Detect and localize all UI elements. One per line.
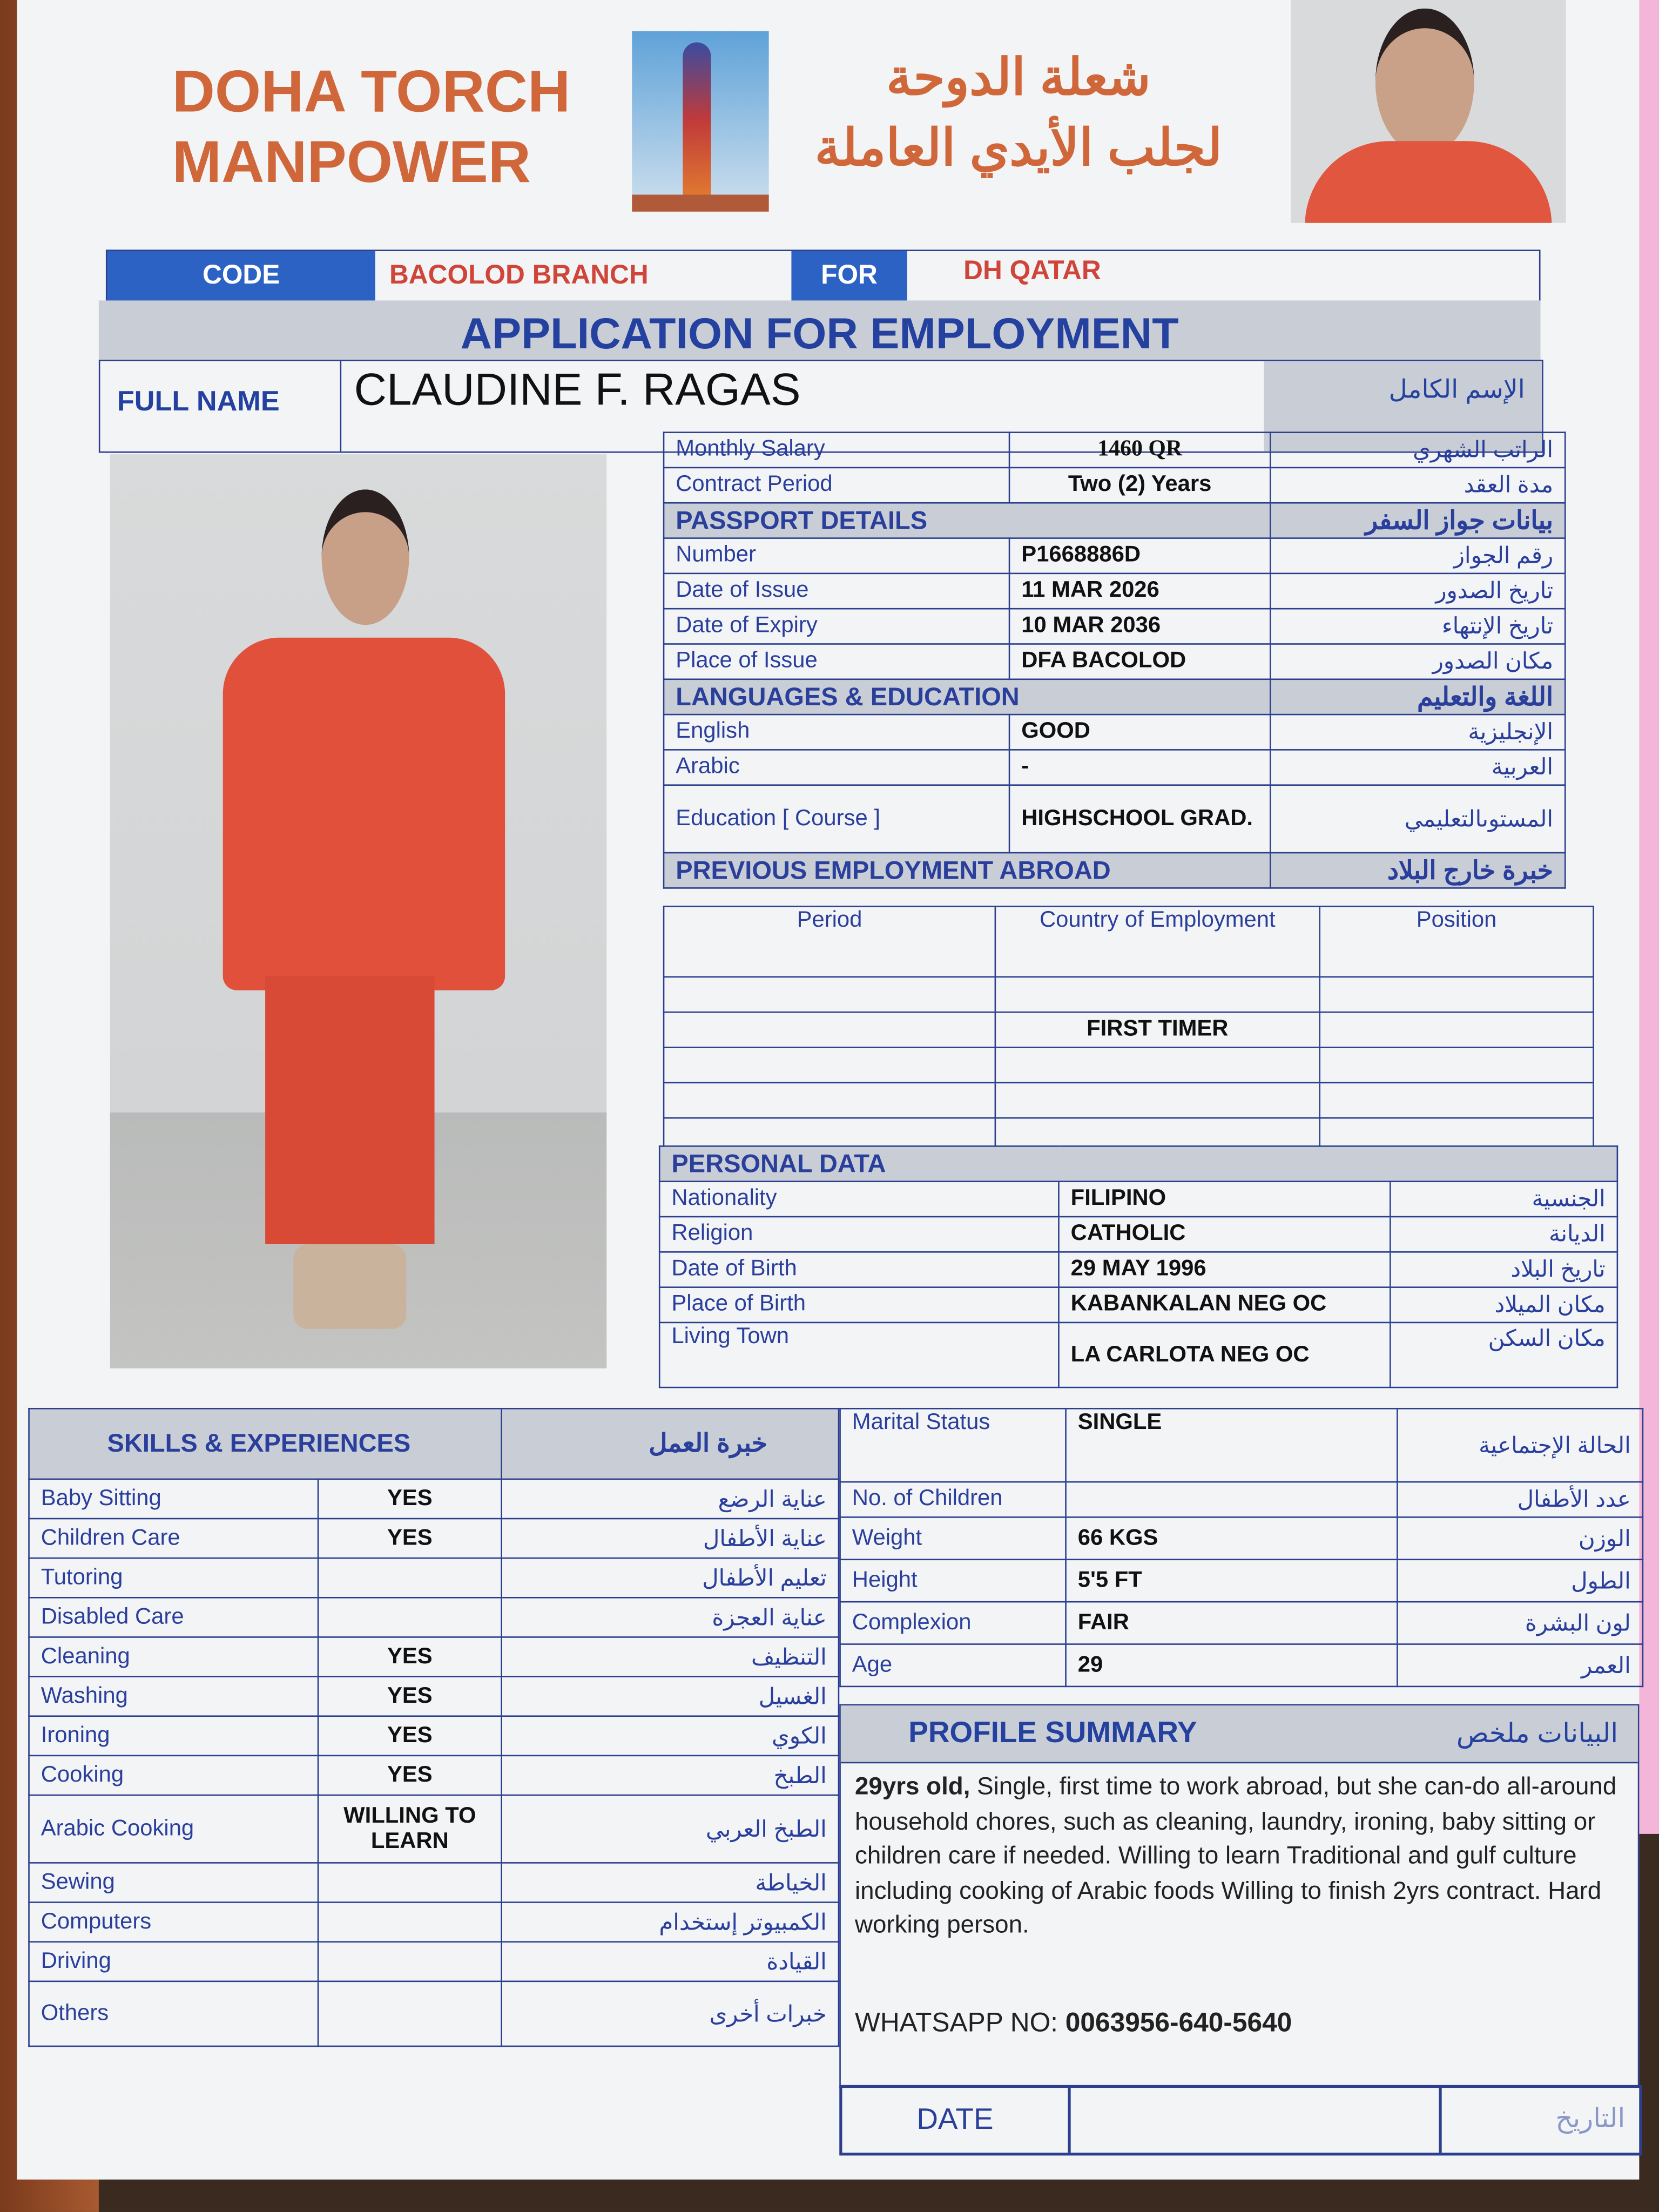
whatsapp-number: 0063956-640-5640	[1065, 2008, 1292, 2039]
skill-row	[29, 1637, 839, 1676]
table-row	[840, 1602, 1643, 1644]
col-country: Country of Employment	[995, 906, 1320, 977]
code-row	[106, 249, 1541, 303]
field-arabic: مكان الصدور	[1270, 644, 1565, 679]
skill-label: Others	[29, 1981, 319, 2046]
field-arabic: عدد الأطفال	[1397, 1482, 1643, 1517]
weight-value: 66 KGS	[1066, 1517, 1398, 1559]
field-arabic: لون البشرة	[1397, 1602, 1643, 1644]
full-name-value: CLAUDINE F. RAGAS	[354, 363, 801, 415]
table-row	[664, 1012, 1593, 1047]
skill-value	[318, 1558, 502, 1597]
nationality-value: FILIPINO	[1058, 1182, 1390, 1217]
table-row	[664, 1083, 1593, 1118]
table-row	[659, 1182, 1617, 1217]
whatsapp-line	[855, 2009, 1292, 2040]
arabic-line-1: شعلة الدوحة	[886, 48, 1151, 106]
english-value: GOOD	[1009, 714, 1270, 750]
skill-label: Washing	[29, 1677, 319, 1716]
field-arabic: تاريخ الإنتهاء	[1270, 609, 1565, 644]
date-of-birth-value: 29 MAY 1996	[1058, 1252, 1390, 1287]
field-arabic: الديانة	[1390, 1217, 1617, 1252]
code-value: BACOLOD BRANCH	[389, 261, 649, 291]
arabic-value: -	[1009, 750, 1270, 785]
skills-arabic: خبرة العمل	[502, 1408, 839, 1479]
field-arabic: الجنسية	[1390, 1182, 1617, 1217]
skill-value	[318, 1597, 502, 1637]
table-row	[664, 468, 1565, 503]
date-of-issue-value: 11 MAR 2026	[1009, 574, 1270, 609]
arabic-company-name	[807, 42, 1230, 183]
field-arabic: رقم الجواز	[1270, 538, 1565, 574]
table-header-row	[664, 906, 1593, 977]
table-row	[840, 1644, 1643, 1687]
skill-label: Baby Sitting	[29, 1479, 319, 1519]
table-row	[840, 1560, 1643, 1602]
monthly-salary-value: 1460 QR	[1009, 433, 1270, 468]
company-logo-text	[172, 56, 571, 197]
field-label: Date of Birth	[659, 1252, 1058, 1287]
skill-label: Children Care	[29, 1519, 319, 1558]
skill-arabic: التنظيف	[502, 1637, 839, 1676]
field-arabic: الحالة الإجتماعية	[1397, 1408, 1643, 1482]
date-label: DATE	[842, 2088, 1070, 2153]
children-value	[1066, 1482, 1398, 1517]
skill-label: Disabled Care	[29, 1597, 319, 1637]
field-arabic: مكان السكن	[1390, 1323, 1617, 1387]
skill-value	[318, 1903, 502, 1942]
complexion-value: FAIR	[1066, 1602, 1398, 1644]
skill-row	[29, 1479, 839, 1519]
skill-arabic: الكوي	[502, 1716, 839, 1756]
field-arabic: تاريخ البلاد	[1390, 1252, 1617, 1287]
field-label: Age	[840, 1644, 1066, 1687]
field-arabic: الراتب الشهري	[1270, 433, 1565, 468]
personal-data-table-2	[839, 1408, 1643, 1687]
skill-row	[29, 1519, 839, 1558]
field-arabic: العمر	[1397, 1644, 1643, 1687]
table-row	[664, 1048, 1593, 1083]
section-header	[664, 679, 1565, 714]
skill-arabic: الطبخ العربي	[502, 1795, 839, 1863]
field-label: Place of Birth	[659, 1287, 1058, 1323]
skill-row	[29, 1981, 839, 2046]
date-arabic: التاريخ	[1555, 2105, 1626, 2135]
skill-arabic: الطبخ	[502, 1756, 839, 1795]
table-row	[840, 1482, 1643, 1517]
skill-row	[29, 1863, 839, 1902]
skill-arabic: الخياطة	[502, 1863, 839, 1902]
skill-row	[29, 1903, 839, 1942]
skill-arabic: تعليم الأطفال	[502, 1558, 839, 1597]
profile-summary-box	[839, 1704, 1639, 2088]
table-row	[664, 750, 1565, 785]
contract-period-value: Two (2) Years	[1009, 468, 1270, 503]
education-value: HIGHSCHOOL GRAD.	[1009, 785, 1270, 853]
table-row	[659, 1252, 1617, 1287]
col-period: Period	[664, 906, 995, 977]
skill-value	[318, 1942, 502, 1981]
religion-value: CATHOLIC	[1058, 1217, 1390, 1252]
section-header	[659, 1146, 1617, 1181]
marital-status-value: SINGLE	[1066, 1408, 1398, 1482]
table-row	[664, 433, 1565, 468]
languages-title: LANGUAGES & EDUCATION	[664, 679, 1270, 714]
skill-row	[29, 1942, 839, 1981]
full-name-label: FULL NAME	[117, 386, 280, 418]
skill-value: YES	[318, 1677, 502, 1716]
field-label: Marital Status	[840, 1408, 1066, 1482]
skill-label: Tutoring	[29, 1558, 319, 1597]
field-label: Number	[664, 538, 1009, 574]
skill-arabic: عناية العجزة	[502, 1597, 839, 1637]
field-label: Arabic	[664, 750, 1009, 785]
skill-arabic: خبرات أخرى	[502, 1981, 839, 2046]
field-arabic: الطول	[1397, 1560, 1643, 1602]
table-row	[664, 644, 1565, 679]
skill-label: Computers	[29, 1903, 319, 1942]
field-label: Height	[840, 1560, 1066, 1602]
skill-value: YES	[318, 1637, 502, 1676]
field-arabic: مدة العقد	[1270, 468, 1565, 503]
field-arabic: المستوىالتعليمي	[1270, 785, 1565, 853]
field-label: Living Town	[659, 1323, 1058, 1387]
skill-label: Arabic Cooking	[29, 1795, 319, 1863]
skill-label: Sewing	[29, 1863, 319, 1902]
place-of-birth-value: KABANKALAN NEG OC	[1058, 1287, 1390, 1323]
section-header	[664, 853, 1565, 888]
passport-arabic: بيانات جواز السفر	[1270, 503, 1565, 538]
skills-table	[28, 1408, 839, 2047]
table-row	[659, 1323, 1617, 1387]
application-form	[17, 0, 1639, 2180]
section-header	[664, 503, 1565, 538]
field-arabic: الإنجليزية	[1270, 714, 1565, 750]
field-label: No. of Children	[840, 1482, 1066, 1517]
skill-arabic: الغسيل	[502, 1677, 839, 1716]
field-arabic: تاريخ الصدور	[1270, 574, 1565, 609]
height-value: 5'5 FT	[1066, 1560, 1398, 1602]
skill-row	[29, 1677, 839, 1716]
table-row	[664, 574, 1565, 609]
languages-arabic: اللغة والتعليم	[1270, 679, 1565, 714]
skill-row	[29, 1558, 839, 1597]
profile-summary-arabic: البيانات ملخص	[1456, 1718, 1618, 1749]
field-arabic: العربية	[1270, 750, 1565, 785]
field-label: Monthly Salary	[664, 433, 1009, 468]
applicant-full-body-photo	[110, 454, 606, 1368]
skill-row	[29, 1597, 839, 1637]
personal-data-title: PERSONAL DATA	[659, 1146, 1617, 1181]
skill-value: YES	[318, 1479, 502, 1519]
profile-lead: 29yrs old,	[854, 1771, 970, 1800]
table-row	[664, 538, 1565, 574]
torch-tower-logo	[632, 31, 768, 211]
section-header	[29, 1408, 839, 1479]
profile-summary-title: PROFILE SUMMARY	[908, 1717, 1197, 1750]
skill-arabic: القيادة	[502, 1942, 839, 1981]
arabic-line-2: لجلب الأيدي العاملة	[814, 118, 1223, 177]
skills-title: SKILLS & EXPERIENCES	[29, 1408, 502, 1479]
skill-value: YES	[318, 1716, 502, 1756]
skill-arabic: عناية الرضع	[502, 1479, 839, 1519]
skill-value	[318, 1981, 502, 2046]
passport-number-value: P1668886D	[1009, 538, 1270, 574]
table-row	[840, 1408, 1643, 1482]
field-label: Education [ Course ]	[664, 785, 1009, 853]
profile-summary-header	[841, 1705, 1638, 1763]
field-label: Weight	[840, 1517, 1066, 1559]
table-row	[664, 609, 1565, 644]
skill-row	[29, 1716, 839, 1756]
code-label: CODE	[107, 251, 375, 302]
brand-line-2: MANPOWER	[172, 128, 531, 195]
first-timer-note: FIRST TIMER	[995, 1012, 1320, 1047]
applicant-headshot	[1291, 0, 1566, 223]
profile-summary-text	[841, 1763, 1638, 1947]
whatsapp-label: WHATSAPP NO:	[854, 2008, 1058, 2039]
skill-row	[29, 1795, 839, 1863]
profile-body: Single, first time to work abroad, but she can-do all-around household chores, such as cleaning, laundry, ironing, baby sitting or children care if needed. Willing to learn Traditional and gulf culture including cooking of Arabic foods Willing to finish 2yrs contract. Hard working person.	[854, 1771, 1617, 1939]
table-row	[664, 785, 1565, 853]
field-label: Complexion	[840, 1602, 1066, 1644]
skill-arabic: عناية الأطفال	[502, 1519, 839, 1558]
skill-label: Cleaning	[29, 1637, 319, 1676]
skill-label: Cooking	[29, 1756, 319, 1795]
contract-passport-language-table	[663, 431, 1566, 888]
previous-employment-arabic: خبرة خارج البلاد	[1270, 853, 1565, 888]
field-label: Date of Issue	[664, 574, 1009, 609]
skill-label: Ironing	[29, 1716, 319, 1756]
for-value: DH QATAR	[963, 257, 1101, 287]
form-title: APPLICATION FOR EMPLOYMENT	[99, 300, 1541, 360]
previous-employment-table	[663, 906, 1594, 1154]
table-row	[840, 1517, 1643, 1559]
field-label: Place of Issue	[664, 644, 1009, 679]
living-town-value: LA CARLOTA NEG OC	[1058, 1323, 1390, 1387]
brand-line-1: DOHA TORCH	[172, 58, 571, 124]
date-row	[839, 2085, 1642, 2156]
personal-data-table	[659, 1145, 1618, 1388]
skill-value: WILLING TO LEARN	[318, 1795, 502, 1863]
field-arabic: مكان الميلاد	[1390, 1287, 1617, 1323]
skill-value: YES	[318, 1756, 502, 1795]
field-label: Contract Period	[664, 468, 1009, 503]
skill-value: YES	[318, 1519, 502, 1558]
field-arabic: الوزن	[1397, 1517, 1643, 1559]
skill-value	[318, 1863, 502, 1902]
field-label: Nationality	[659, 1182, 1058, 1217]
col-position: Position	[1320, 906, 1594, 977]
field-label: English	[664, 714, 1009, 750]
field-label: Date of Expiry	[664, 609, 1009, 644]
age-value: 29	[1066, 1644, 1398, 1687]
place-of-issue-value: DFA BACOLOD	[1009, 644, 1270, 679]
full-name-arabic: الإسم الكامل	[1388, 375, 1525, 404]
date-value	[1071, 2088, 1442, 2153]
table-row	[659, 1217, 1617, 1252]
table-row	[664, 714, 1565, 750]
date-of-expiry-value: 10 MAR 2036	[1009, 609, 1270, 644]
passport-title: PASSPORT DETAILS	[664, 503, 1270, 538]
for-label: FOR	[791, 251, 907, 302]
skill-arabic: الكمبيوتر إستخدام	[502, 1903, 839, 1942]
previous-employment-title: PREVIOUS EMPLOYMENT ABROAD	[664, 853, 1270, 888]
skill-row	[29, 1756, 839, 1795]
table-row	[659, 1287, 1617, 1323]
skill-label: Driving	[29, 1942, 319, 1981]
field-label: Religion	[659, 1217, 1058, 1252]
table-row	[664, 977, 1593, 1012]
